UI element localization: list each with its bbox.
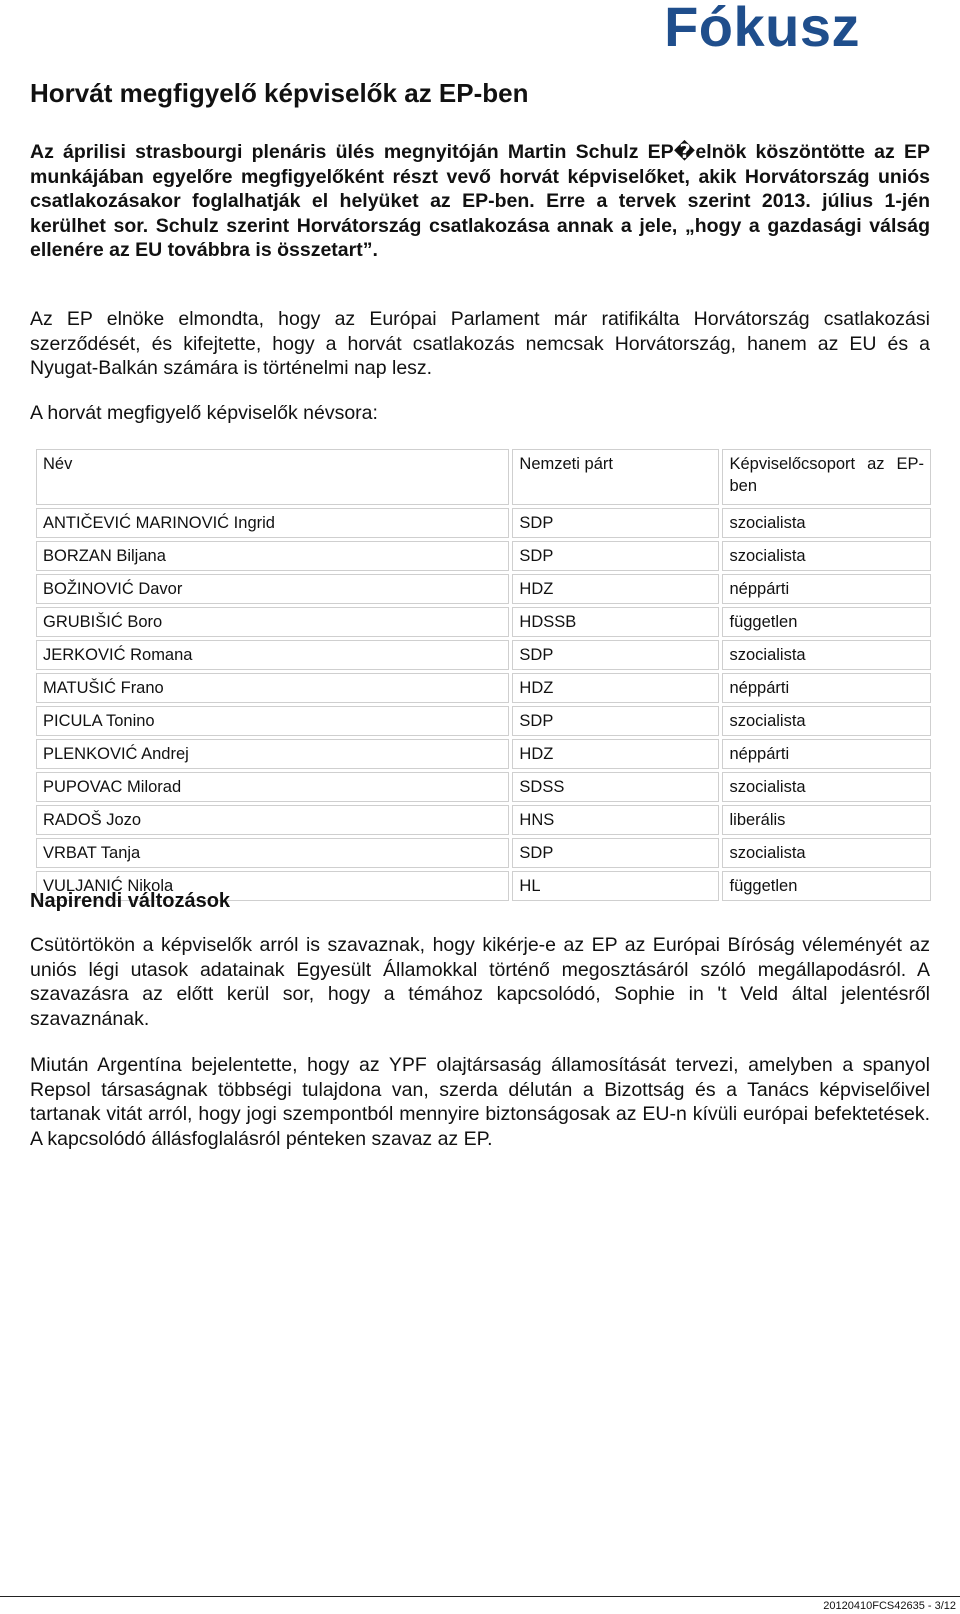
observer-members-table bbox=[33, 446, 934, 904]
page-title: Horvát megfigyelő képviselők az EP-ben bbox=[30, 78, 529, 108]
table-row bbox=[36, 508, 931, 538]
member-group: szocialista bbox=[722, 838, 931, 868]
member-group: néppárti bbox=[722, 739, 931, 769]
member-party: SDP bbox=[512, 838, 719, 868]
table-row bbox=[36, 673, 931, 703]
table-row bbox=[36, 739, 931, 769]
footer-reference: 20120410FCS42635 - 3/12 bbox=[823, 1600, 956, 1612]
table-row bbox=[36, 838, 931, 868]
agenda-paragraph-2: Miután Argentína bejelentette, hogy az YPF olajtársaság államosítását tervezi, amelyben a spanyol Repsol társaságnak többségi tulajdona van, szerda délután a Bizottság és a Tanács képviselőivel tartanak vitát arról, hogy jogi szempontból mennyire biztonságosak az EU-n kívüli európai befektetések. A kapcsolódó állásfoglalásról pénteken szavaz az EP. bbox=[30, 1054, 930, 1150]
brand-title: Fókusz bbox=[664, 0, 860, 58]
member-group: független bbox=[722, 871, 931, 901]
member-name: PUPOVAC Milorad bbox=[36, 772, 509, 802]
member-name: BORZAN Biljana bbox=[36, 541, 509, 571]
member-name: PICULA Tonino bbox=[36, 706, 509, 736]
table-row bbox=[36, 706, 931, 736]
member-party: HDZ bbox=[512, 739, 719, 769]
header-name: Név bbox=[36, 449, 509, 505]
member-party: HNS bbox=[512, 805, 719, 835]
member-group: független bbox=[722, 607, 931, 637]
member-party: SDP bbox=[512, 508, 719, 538]
member-group: szocialista bbox=[722, 640, 931, 670]
table-header-row bbox=[36, 449, 931, 505]
member-party: SDP bbox=[512, 706, 719, 736]
member-name: PLENKOVIĆ Andrej bbox=[36, 739, 509, 769]
table-row bbox=[36, 541, 931, 571]
member-name: ANTIČEVIĆ MARINOVIĆ Ingrid bbox=[36, 508, 509, 538]
table-row bbox=[36, 772, 931, 802]
member-party: HL bbox=[512, 871, 719, 901]
section-title: Napirendi változások bbox=[30, 890, 231, 912]
member-name: RADOŠ Jozo bbox=[36, 805, 509, 835]
member-party: SDP bbox=[512, 640, 719, 670]
member-name: VULJANIĆ Nikola bbox=[36, 871, 509, 901]
header-group: Képviselőcsoport az EP-ben bbox=[722, 449, 931, 505]
member-name: JERKOVIĆ Romana bbox=[36, 640, 509, 670]
list-intro: A horvát megfigyelő képviselők névsora: bbox=[30, 402, 378, 424]
table-row bbox=[36, 607, 931, 637]
body-paragraph: Az EP elnöke elmondta, hogy az Európai Parlament már ratifikálta Horvátország csatlakozási szerződését, és kifejtette, hogy a horvát csatlakozás nemcsak Horvátország, hanem az EU és a Nyugat-Balkán számára is történelmi nap lesz. bbox=[30, 308, 930, 379]
member-group: néppárti bbox=[722, 574, 931, 604]
member-group: liberális bbox=[722, 805, 931, 835]
member-name: VRBAT Tanja bbox=[36, 838, 509, 868]
member-party: HDSSB bbox=[512, 607, 719, 637]
member-party: HDZ bbox=[512, 673, 719, 703]
member-name: MATUŠIĆ Frano bbox=[36, 673, 509, 703]
lead-paragraph: Az áprilisi strasbourgi plenáris ülés megnyitóján Martin Schulz EP�elnök köszöntötte az EP munkájában egyelőre megfigyelőként részt vevő horvát képviselőket, akik Horvátország uniós csatlakozásakor foglalhatják el helyüket az EP-ben. Erre a tervek szerint 2013. július 1-jén kerülhet sor. Schulz szerint Horvátország csatlakozása annak a jele, „hogy a gazdasági válság ellenére az EU továbbra is összetart”. bbox=[30, 141, 930, 261]
header-party: Nemzeti párt bbox=[512, 449, 719, 505]
table-row bbox=[36, 805, 931, 835]
member-party: HDZ bbox=[512, 574, 719, 604]
member-party: SDP bbox=[512, 541, 719, 571]
member-group: szocialista bbox=[722, 508, 931, 538]
member-party: SDSS bbox=[512, 772, 719, 802]
member-group: szocialista bbox=[722, 772, 931, 802]
member-name: GRUBIŠIĆ Boro bbox=[36, 607, 509, 637]
footer-divider bbox=[0, 1596, 960, 1597]
member-group: szocialista bbox=[722, 541, 931, 571]
member-group: néppárti bbox=[722, 673, 931, 703]
table-row bbox=[36, 640, 931, 670]
member-group: szocialista bbox=[722, 706, 931, 736]
member-name: BOŽINOVIĆ Davor bbox=[36, 574, 509, 604]
agenda-paragraph-1: Csütörtökön a képviselők arról is szavaznak, hogy kikérje-e az EP az Európai Bíróság véleményét az uniós légi utasok adatainak Egyesült Államokkal történő megosztásáról szóló megállapodásról. A szavazásra az előtt kerül sor, hogy a témához kapcsolódó, Sophie in 't Veld által jelentésről szavaznának. bbox=[30, 934, 930, 1030]
table-row bbox=[36, 574, 931, 604]
